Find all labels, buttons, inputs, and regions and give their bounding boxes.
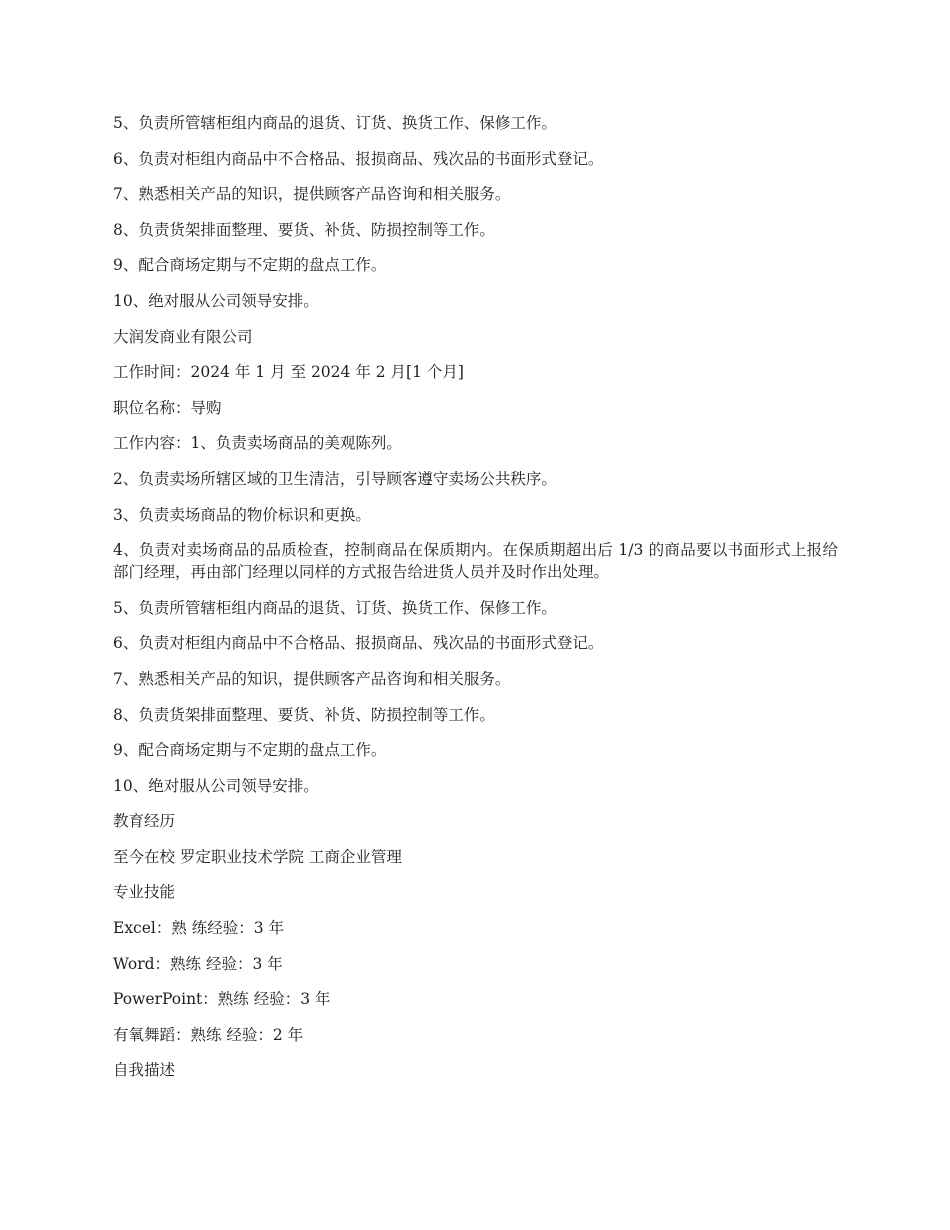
section-heading-education: 教育经历: [113, 812, 176, 831]
section-heading-skills: 专业技能: [113, 883, 176, 902]
duty-line-long: 4、负责对卖场商品的品质检查，控制商品在保质期内。在保质期超出后 1/3 的商品要以书面形式上报给部门经理，再由部门经理以同样的方式报告给进货人员并及时作出处理。: [113, 541, 838, 582]
job-title: 职位名称：导购: [113, 398, 222, 417]
skill-entry: PowerPoint：熟练 经验：3 年: [113, 990, 331, 1009]
duty-line: 5、负责所管辖柜组内商品的退货、订货、换货工作、保修工作。: [113, 114, 557, 132]
skill-entry: Excel：熟 练经验：3 年: [113, 919, 285, 938]
work-period: 工作时间：2024 年 1 月 至 2024 年 2 月[1 个月]: [113, 363, 464, 382]
duty-line: 9、配合商场定期与不定期的盘点工作。: [113, 741, 387, 760]
resume-body: [113, 112, 838, 1095]
duty-line: 9、配合商场定期与不定期的盘点工作。: [113, 256, 387, 275]
section-heading-self-description: 自我描述: [113, 1061, 176, 1080]
duty-line: 8、负责货架排面整理、要货、补货、防损控制等工作。: [113, 705, 495, 724]
skill-entry: 有氧舞蹈：熟练 经验：2 年: [113, 1025, 304, 1044]
duty-line: 5、负责所管辖柜组内商品的退货、订货、换货工作、保修工作。: [113, 598, 557, 617]
education-entry: 至今在校 罗定职业技术学院 工商企业管理: [113, 847, 402, 866]
duty-line: 10、绝对服从公司领导安排。: [113, 291, 319, 310]
duty-line: 2、负责卖场所辖区域的卫生清洁，引导顾客遵守卖场公共秩序。: [113, 469, 557, 488]
job-content: 工作内容：1、负责卖场商品的美观陈列。: [113, 434, 402, 453]
company-name: 大润发商业有限公司: [113, 327, 253, 346]
duty-line: 7、熟悉相关产品的知识，提供顾客产品咨询和相关服务。: [113, 669, 511, 688]
duty-line: 10、绝对服从公司领导安排。: [113, 776, 319, 795]
skill-entry: Word：熟练 经验：3 年: [113, 954, 283, 973]
duty-line: 7、熟悉相关产品的知识，提供顾客产品咨询和相关服务。: [113, 185, 511, 204]
duty-line: 6、负责对柜组内商品中不合格品、报损商品、残次品的书面形式登记。: [113, 149, 604, 168]
duty-line: 6、负责对柜组内商品中不合格品、报损商品、残次品的书面形式登记。: [113, 634, 604, 653]
duty-line: 3、负责卖场商品的物价标识和更换。: [113, 505, 371, 524]
duty-line: 8、负责货架排面整理、要货、补货、防损控制等工作。: [113, 220, 495, 239]
